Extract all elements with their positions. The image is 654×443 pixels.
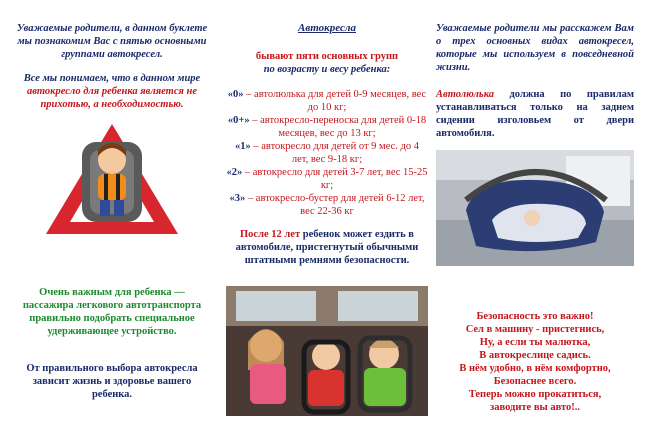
group-item	[226, 140, 428, 166]
necessity-text-b: автокресло для ребенка является не прихотью, а необходимостью.	[26, 86, 198, 110]
intro-text: Уважаемые родители, в данном буклете мы познакомим Вас с пятью основными группами автокресел.	[16, 23, 208, 60]
intro-text-right: Уважаемые родители мы расскажем Вам о трех основных видах автокресел, которые мы используем в повседневной жизни.	[436, 23, 634, 73]
poem-line: В автокреслице садись.	[479, 350, 591, 361]
group-text: – автолюлька для детей 0-9 месяцев, вес до 10 кг;	[243, 89, 427, 113]
group-text: – автокресло для детей от 9 мес. до 4 лет, вес 9-18 кг;	[250, 141, 420, 165]
group-item	[226, 114, 428, 140]
title: Автокресла	[297, 22, 356, 34]
necessity-text-a: Все мы понимаем, что в данном мире	[23, 73, 201, 84]
choice-text: От правильного выбора автокресла зависит жизнь и здоровье вашего ребенка.	[26, 363, 198, 400]
subtitle-b: по возрасту и весу ребенка:	[263, 64, 391, 75]
group-label: «2»	[226, 167, 243, 178]
poem-line: Теперь можно прокатиться,	[468, 389, 602, 400]
poem-line: Сел в машину - пристегнись,	[465, 324, 605, 335]
group-label: «3»	[229, 193, 246, 204]
poem-line: Безопасность это важно!	[476, 311, 594, 322]
poem-line: Безопаснее всего.	[493, 376, 577, 387]
after-12-body: ребенок может ездить в автомобиле, пристегнутый обычными штатными ремнями безопасности.	[235, 229, 419, 266]
group-text: – автокресло для детей 3-7 лет, вес 15-25 кг;	[242, 167, 428, 191]
group-item	[226, 166, 428, 192]
group-item	[226, 192, 428, 218]
group-text: – автокресло-переноска для детей 0-18 месяцев, вес до 13 кг;	[249, 115, 427, 139]
important-text: Очень важным для ребенка — пассажира легкового автотранспорта правильно подобрать специальное удерживающее устройство.	[22, 287, 202, 337]
subtitle-a: бывают пяти основных групп	[255, 51, 399, 62]
necessity-text	[14, 72, 210, 111]
group-label: «0+»	[227, 115, 250, 126]
groups-list	[226, 88, 428, 218]
after-12-text	[226, 228, 428, 267]
cradle-label: Автолюлька	[436, 89, 495, 100]
poem-line: заводите вы авто!..	[490, 402, 580, 413]
infant-carrier-photo	[436, 150, 634, 266]
after-12-label: После 12 лет	[240, 229, 301, 240]
cradle-body: должна по правилам устанавливаться только на заднем сидении изголовьем от двери автомобиля.	[436, 89, 634, 139]
group-label: «1»	[234, 141, 251, 152]
children-in-car-photo	[226, 286, 428, 416]
poem-line: В нём удобно, в нём комфортно,	[459, 363, 611, 374]
car-seat-warning-illustration	[42, 120, 182, 238]
group-text: – автокресло-бустер для детей 6-12 лет, вес 22-36 кг	[245, 193, 425, 217]
poem-line: Ну, а если ты малютка,	[479, 337, 591, 348]
cradle-text	[436, 88, 634, 140]
poem	[436, 310, 634, 414]
group-label: «0»	[227, 89, 244, 100]
group-item	[226, 88, 428, 114]
